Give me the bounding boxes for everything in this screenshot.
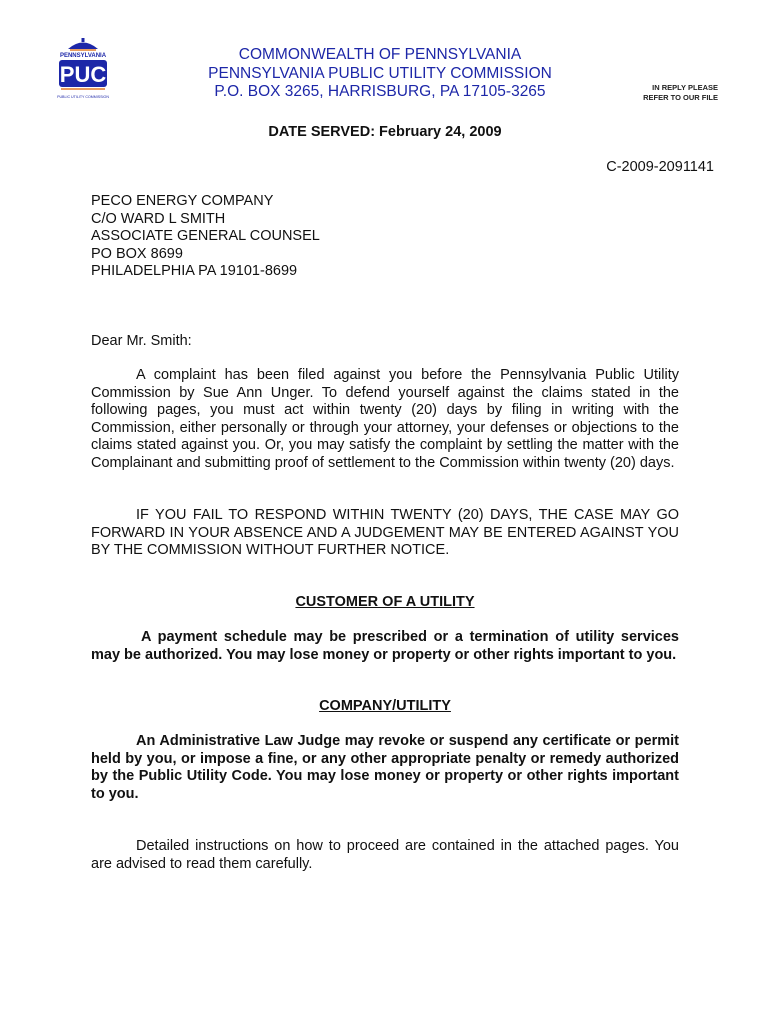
address-line: PHILADELPHIA PA 19101-8699 <box>91 263 298 279</box>
letterhead-line1: COMMONWEALTH OF PENNSYLVANIA <box>238 46 522 63</box>
letterhead-line2: PENNSYLVANIA PUBLIC UTILITY COMMISSION <box>208 64 552 82</box>
logo-bottom-text: PUBLIC UTILITY COMMISSION <box>57 95 109 99</box>
logo-top-text: PENNSYLVANIA <box>59 53 107 59</box>
address-line: PO BOX 8699 <box>91 245 183 262</box>
salutation: Dear Mr. Smith: <box>91 333 192 349</box>
address-line: PECO ENERGY COMPANY <box>91 193 274 209</box>
docket-number: C-2009-2091141 <box>606 159 714 175</box>
reply-note-line1: IN REPLY PLEASE <box>652 83 718 92</box>
letterhead <box>190 46 570 102</box>
logo-main-text: PUC <box>59 62 107 87</box>
warning-paragraph: IF YOU FAIL TO RESPOND WITHIN TWENTY (20) DAYS, THE CASE MAY GO FORWARD IN YOUR ABSENCE AND A JUDGEMENT MAY BE ENTERED AGAINST YOU BY THE COMMISSION WITHOUT FURTHER NOTICE. <box>91 507 679 558</box>
company-paragraph: An Administrative Law Judge may revoke or suspend any certificate or permit held by you, or impose a fine, or any other appropriate penalty or remedy authorized by the Public Utility Code. You may lose money or property or other rights important to you. <box>91 733 679 802</box>
heading-company: COMPANY/UTILITY <box>319 698 451 714</box>
date-served: DATE SERVED: February 24, 2009 <box>268 124 502 140</box>
address-line: ASSOCIATE GENERAL COUNSEL <box>91 228 320 244</box>
customer-paragraph: A payment schedule may be prescribed or a termination of utility services may be authorized. You may lose money or property or other rights important to you. <box>91 629 679 663</box>
complaint-paragraph: A complaint has been filed against you before the Pennsylvania Public Utility Commission by Sue Ann Unger. To defend yourself against the claims stated in the following pages, you must act within twenty (20) days by filing in writing with the Commission, either personally or through your attorney, your defenses or objections to the claims stated against you. Or, you may satisfy the complaint by settling the matter with the Complainant and submitting proof of settlement to the Commission within twenty (20) days. <box>91 367 679 471</box>
recipient-address <box>91 193 679 281</box>
heading-customer: CUSTOMER OF A UTILITY <box>295 594 475 610</box>
reply-note <box>600 83 718 102</box>
capitol-dome-icon <box>68 38 98 50</box>
letterhead-line3: P.O. BOX 3265, HARRISBURG, PA 17105-3265 <box>214 83 546 100</box>
reply-note-line2: REFER TO OUR FILE <box>643 92 718 102</box>
instructions-paragraph: Detailed instructions on how to proceed are contained in the attached pages. You are advised to read them carefully. <box>91 838 679 872</box>
puc-logo <box>52 37 114 103</box>
address-line: C/O WARD L SMITH <box>91 210 226 227</box>
